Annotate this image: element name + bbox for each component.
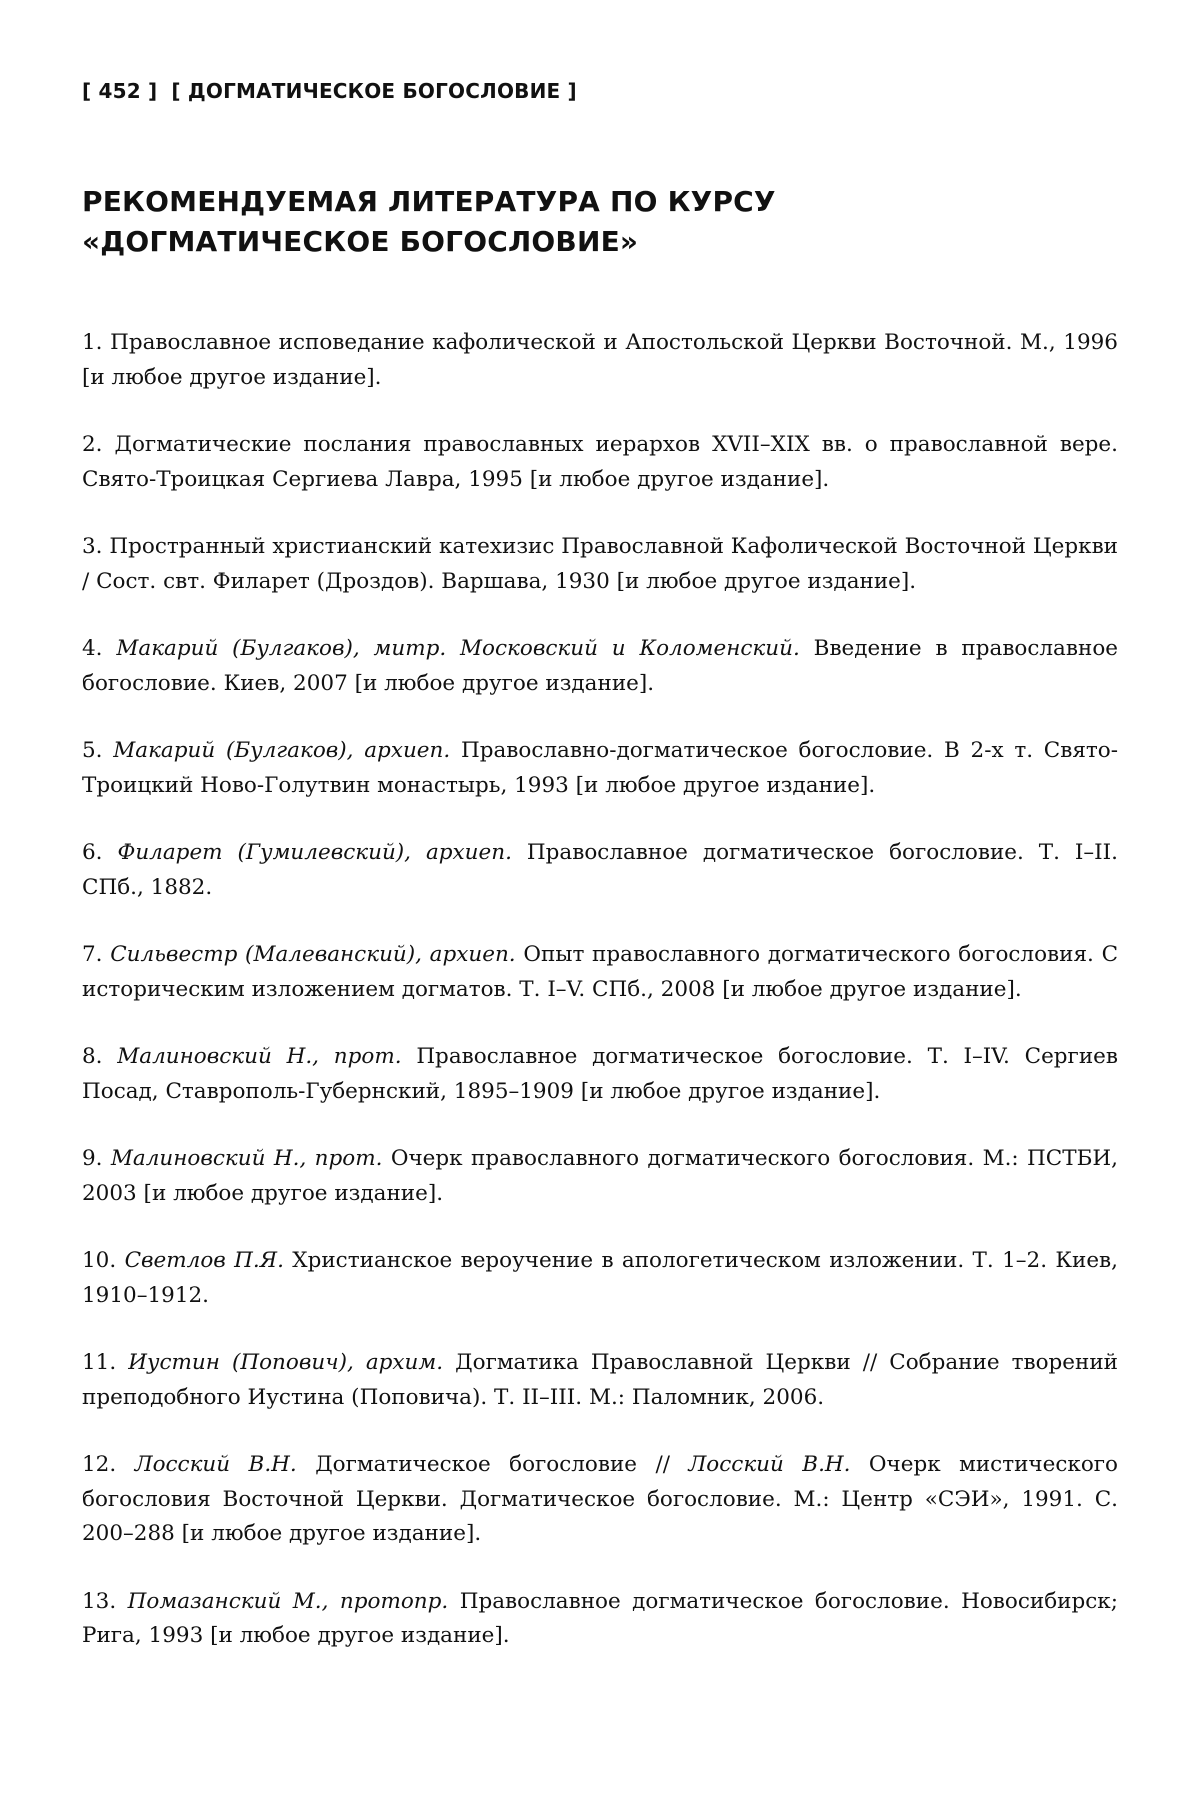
entry-text: Пространный христианский катехизис Православной Кафолической Восточной Церкви / Сост. свт. Филарет (Дроздов). Варшава, 1930 [и любое другое издание]. [82, 534, 1118, 594]
bibliography-entry-5 [82, 734, 1118, 803]
entry-text: Православное исповедание кафолической и Апостольской Церкви Восточной. М., 1996 [и любое другое издание]. [82, 330, 1118, 390]
bibliography-entry-6 [82, 836, 1118, 905]
entry-author: Лосский В.Н. [134, 1452, 297, 1477]
entry-author: Макарий (Булгаков), митр. Московский и Коломенский. [116, 636, 800, 661]
entry-number: 1. [82, 330, 103, 355]
entry-author: Помазанский М., протопр. [127, 1588, 449, 1614]
page-number: [ 452 ] [82, 79, 158, 103]
entry-author: Филарет (Гумилевский), архиеп. [117, 840, 512, 865]
chapter-title-line-1: РЕКОМЕНДУЕМАЯ ЛИТЕРАТУРА ПО КУРСУ [82, 185, 776, 218]
section-title: [ ДОГМАТИЧЕСКОЕ БОГОСЛОВИЕ ] [171, 79, 577, 103]
entry-author: Сильвестр (Малеванский), архиеп. [110, 942, 516, 967]
entry-number: 4. [82, 636, 103, 661]
entry-number: 7. [82, 942, 103, 967]
entry-text: Православное догматическое богословие. Новосибирск; Рига, 1993 [и любое другое издание]. [82, 1588, 1118, 1648]
entry-author: Светлов П.Я. [124, 1248, 284, 1273]
entry-author-2: Лосский В.Н. [688, 1452, 851, 1477]
entry-text: Православно-догматическое богословие. В 2-х т. Свято-Троицкий Ново-Голутвин монастырь, 1993 [и любое другое издание]. [82, 738, 1119, 798]
bibliography-entry-11 [82, 1346, 1118, 1415]
entry-text: Очерк православного догматического богословия. М.: ПСТБИ, 2003 [и любое другое издание]. [82, 1146, 1118, 1206]
entry-author: Иустин (Попович), архим. [128, 1350, 444, 1375]
chapter-title-line-2: «ДОГМАТИЧЕСКОЕ БОГОСЛОВИЕ» [82, 225, 639, 258]
bibliography-entry-10 [82, 1244, 1118, 1313]
entry-author: Малиновский Н., прот. [117, 1044, 402, 1069]
entry-number: 13. [82, 1588, 117, 1614]
entry-text: Христианское вероучение в апологетическом изложении. Т. 1–2. Киев, 1910–1912. [82, 1248, 1119, 1308]
bibliography-entry-2 [82, 428, 1118, 497]
bibliography-entry-7 [82, 938, 1118, 1007]
entry-number: 8. [82, 1044, 103, 1069]
entry-number: 6. [82, 840, 103, 865]
entry-number: 9. [82, 1146, 103, 1171]
bibliography-entry-4 [82, 632, 1118, 701]
entry-number: 11. [82, 1350, 117, 1375]
entry-text: Догматика Православной Церкви // Собрание творений преподобного Иустина (Поповича). Т. II–III. М.: Паломник, 2006. [82, 1350, 1119, 1410]
bibliography-entry-1 [82, 326, 1118, 395]
entry-text: Догматические послания православных иерархов XVII–XIX вв. о православной вере. Свято-Троицкая Сергиева Лавра, 1995 [и любое другое издание]. [82, 432, 1118, 492]
book-page [82, 78, 1118, 1687]
entry-author: Макарий (Булгаков), архиеп. [113, 738, 451, 763]
bibliography-list [82, 326, 1118, 1654]
bibliography-entry-13 [82, 1585, 1118, 1654]
chapter-title [82, 182, 1118, 262]
running-head [82, 78, 1118, 104]
entry-text: Опыт православного догматического богословия. С историческим изложением догматов. Т. I–V. СПб., 2008 [и любое другое издание]. [82, 942, 1119, 1002]
entry-number: 5. [82, 738, 103, 763]
entry-number: 2. [82, 432, 103, 457]
entry-author: Малиновский Н., прот. [110, 1146, 383, 1171]
bibliography-entry-9 [82, 1142, 1118, 1211]
entry-text: Введение в православное богословие. Киев, 2007 [и любое другое издание]. [82, 636, 1118, 696]
entry-text-2: Очерк мистического богословия Восточной Церкви. Догматическое богословие. М.: Центр «СЭИ», 1991. С. 200–288 [и любое другое издание]. [82, 1452, 1118, 1546]
bibliography-entry-12 [82, 1448, 1118, 1552]
bibliography-entry-8 [82, 1040, 1118, 1109]
entry-number: 3. [82, 534, 103, 559]
entry-text: Догматическое богословие // [315, 1452, 670, 1477]
entry-text: Православное догматическое богословие. Т. I–II. СПб., 1882. [82, 840, 1118, 900]
entry-number: 10. [82, 1248, 117, 1273]
entry-text: Православное догматическое богословие. Т. I–IV. Сергиев Посад, Ставрополь-Губернский, 1895–1909 [и любое другое издание]. [82, 1044, 1118, 1104]
entry-number: 12. [82, 1452, 117, 1477]
bibliography-entry-3 [82, 530, 1118, 599]
